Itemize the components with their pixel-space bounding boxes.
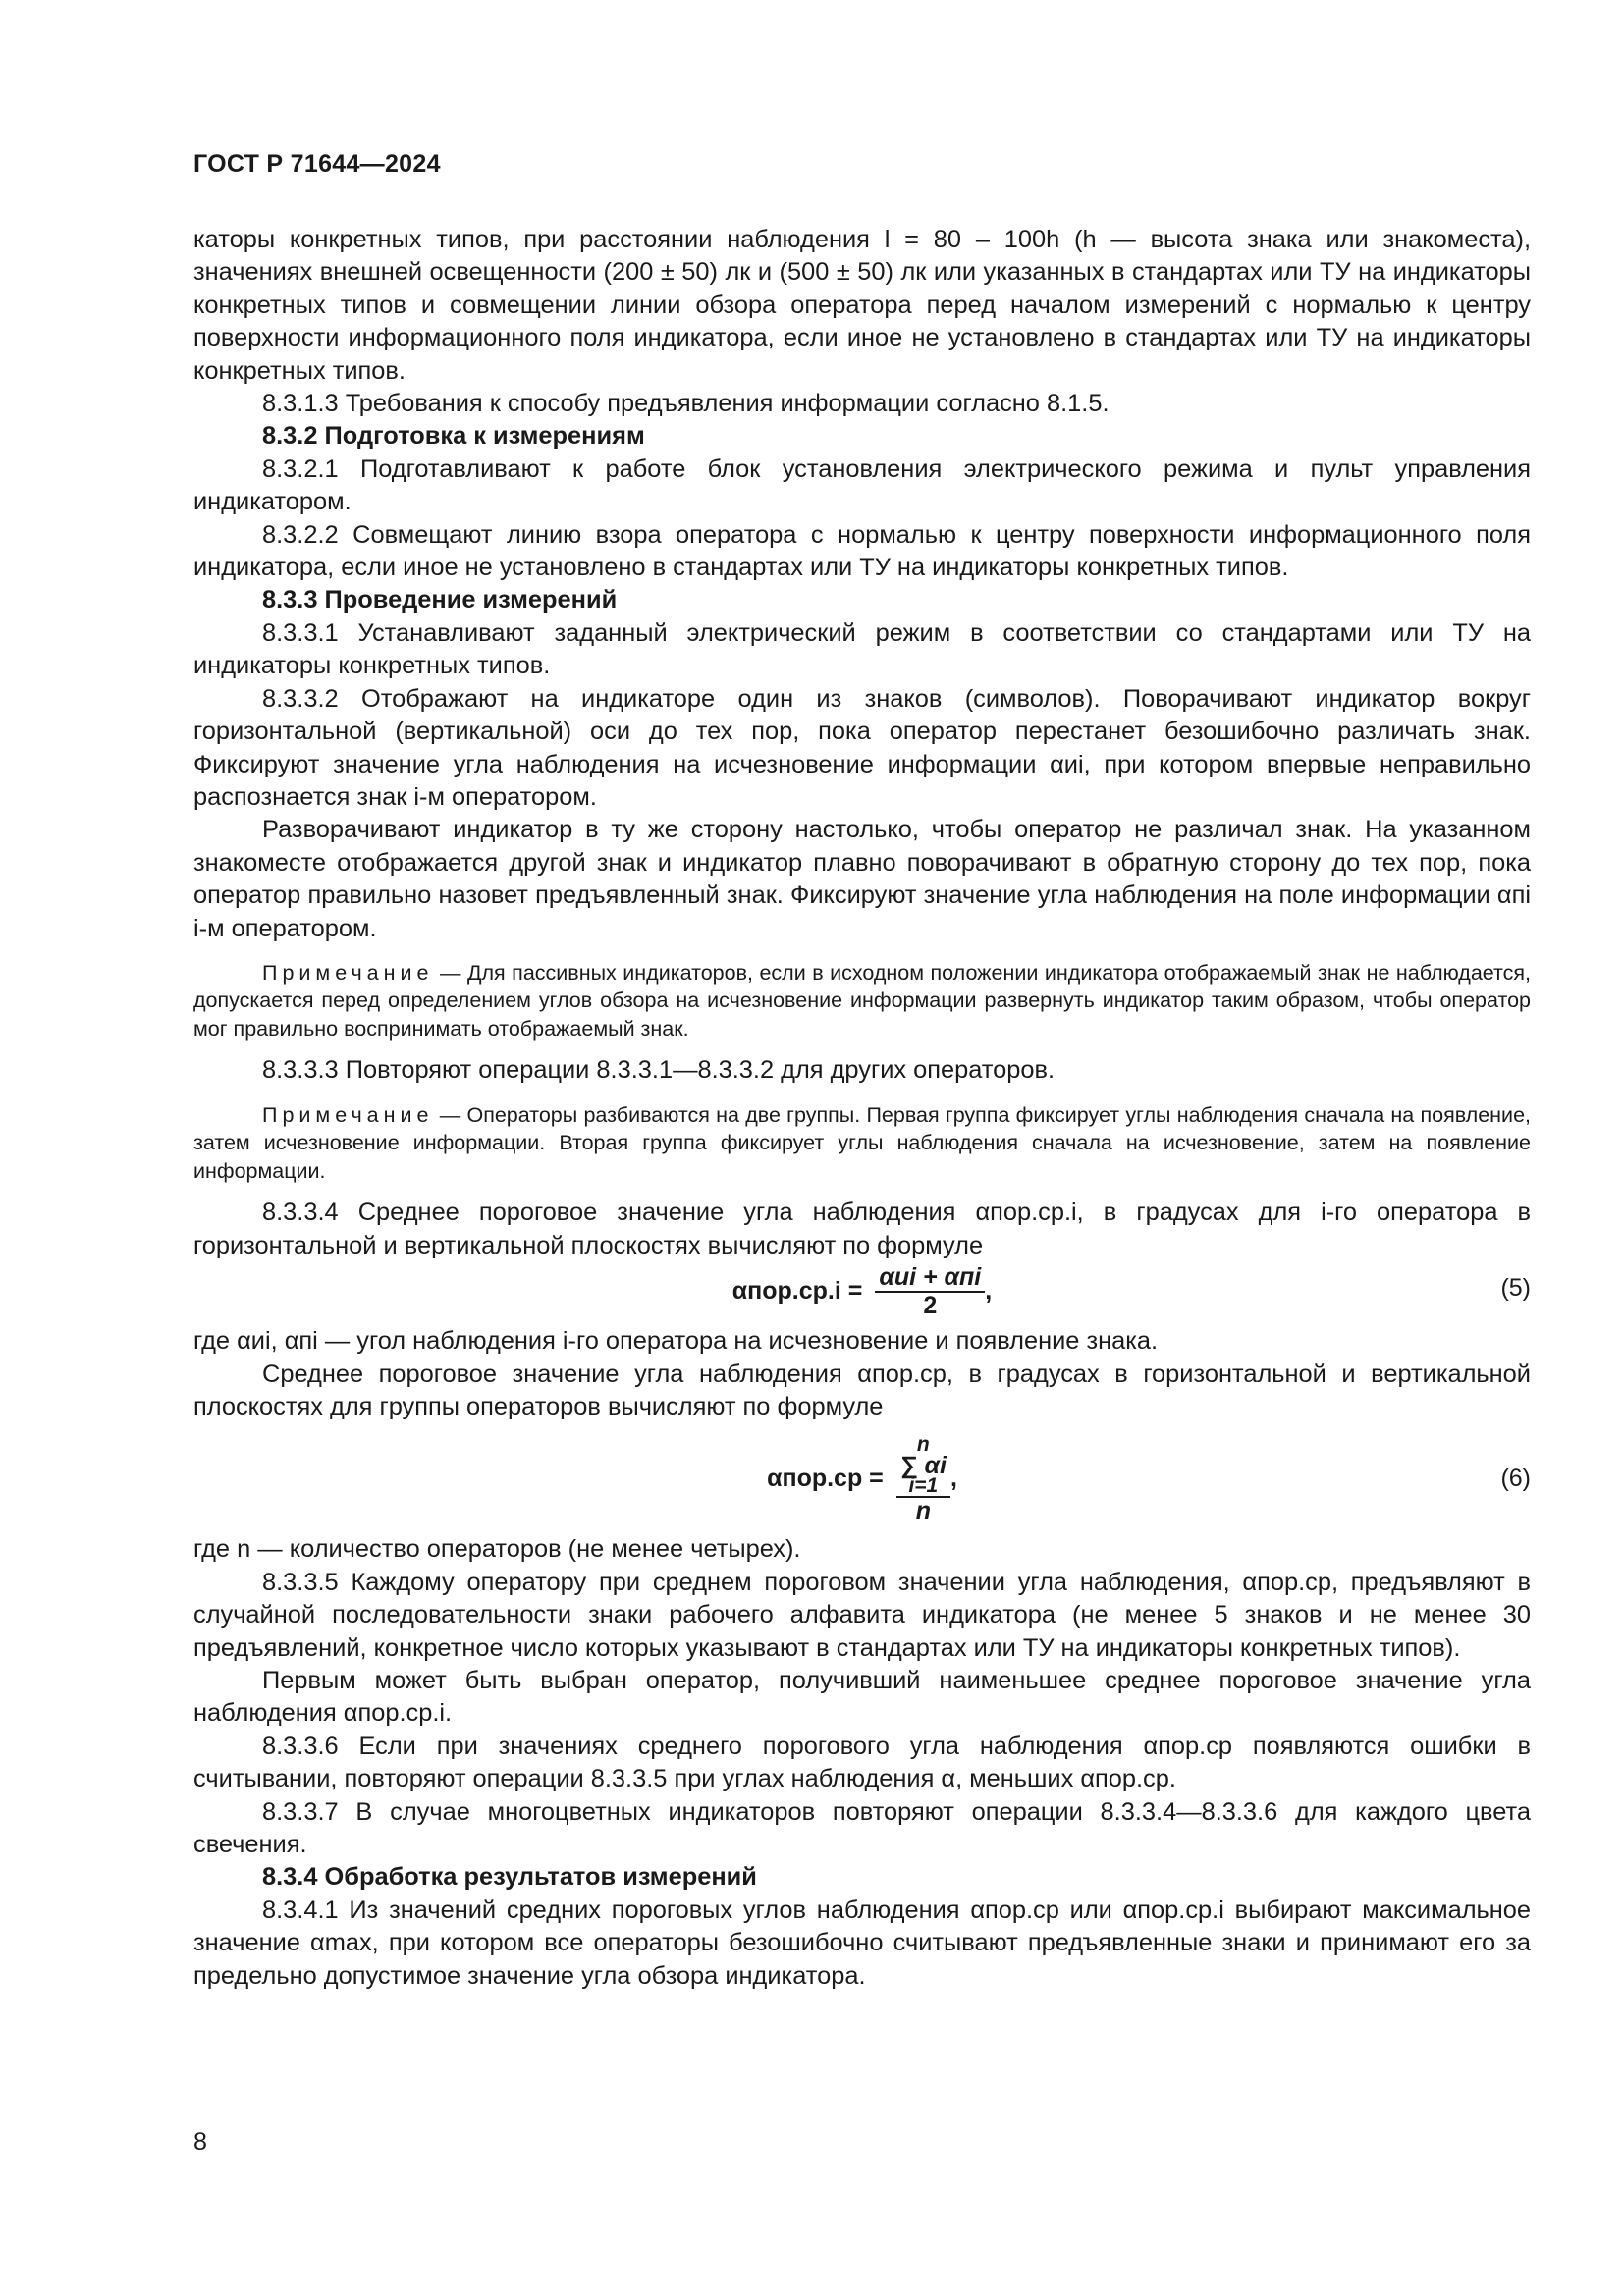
formula-5-number: (5) [1500, 1274, 1531, 1303]
note-text: — Для пассивных индикаторов, если в исходном положении индикатора отображаемый знак не наблюдается, допускается перед определением углов обзора на исчезновение информации развернуть индикатор таким образом, чтобы оператор мог правильно воспринимать отображаемый знак. [193, 960, 1531, 1041]
formula-6-sum-bottom: i=1 [908, 1474, 939, 1498]
formula-5-denominator: 2 [923, 1292, 938, 1320]
paragraph-continuation: каторы конкретных типов, при расстоянии наблюдения l = 80 – 100h (h — высота знака или знакоместа), значениях внешней освещенности (200 ± 50) лк и (500 ± 50) лк или указанных в стандартах или ТУ на индикаторы конкретных типов и совмещении линии обзора оператора перед началом измерений с нормалью к центру поверхности информационного поля индикатора, если иное не установлено в стандартах или ТУ на индикаторы конкретных типов. [193, 226, 1531, 385]
formula-6-number: (6) [1500, 1465, 1531, 1493]
formula-5 [193, 1262, 1531, 1325]
clause-group-average: Среднее пороговое значение угла наблюдения αпор.ср, в градусах в горизонтальной и вертикальной плоскостях для группы операторов вычисляют по формуле [193, 1360, 1531, 1420]
formula-5-lhs: αпор.ср.i = [731, 1276, 863, 1305]
clause-8-3-3-2-continued: Разворачивают индикатор в ту же сторону настолько, чтобы оператор не различал знак. На указанном знакоместе отображается другой знак и индикатор плавно поворачивают в обратную сторону до тех пор, пока оператор правильно назовет предъявленный знак. Фиксируют значение угла наблюдения на поле информации αпi i-м оператором. [193, 816, 1531, 942]
formula-6-fraction [896, 1435, 950, 1524]
document-code-header: ГОСТ Р 71644—2024 [193, 150, 441, 178]
formula-6-where: где n — количество операторов (не менее четырех). [193, 1535, 801, 1564]
document-body [193, 224, 1531, 1993]
page-number: 8 [193, 2128, 207, 2156]
clause-8-3-2-1: 8.3.2.1 Подготавливают к работе блок установления электрического режима и пульт управления индикатором. [193, 454, 1531, 516]
note-2 [193, 1101, 1531, 1186]
formula-5-tail: , [985, 1276, 993, 1305]
clause-8-3-3-5-continued: Первым может быть выбран оператор, получивший наименьшее среднее пороговое значение угла наблюдения αпор.ср.i. [193, 1667, 1531, 1728]
clause-8-3-2-2: 8.3.2.2 Совмещают линию взора оператора с нормалью к центру поверхности информационного поля индикатора, если иное не установлено в стандартах или ТУ на индикаторы конкретных типов. [193, 520, 1531, 582]
formula-6-tail: , [949, 1465, 957, 1493]
note-1 [193, 959, 1531, 1043]
formula-6-sum-body: ∑ αi [899, 1452, 947, 1480]
clause-8-3-3-6: 8.3.3.6 Если при значениях среднего порогового угла наблюдения αпор.ср появляются ошибки в считывании, повторяют операции 8.3.3.5 при углах наблюдения α, меньших αпор.ср. [193, 1732, 1531, 1793]
formula-6-numerator [896, 1435, 950, 1498]
note-text: — Операторы разбиваются на две группы. Первая группа фиксирует углы наблюдения сначала на появление, затем исчезновение информации. Вторая группа фиксирует углы наблюдения сначала на исчезновение, затем на появление информации. [193, 1102, 1531, 1183]
section-heading-8-3-4: 8.3.4 Обработка результатов измерений [262, 1863, 757, 1892]
formula-6-sum-top: n [916, 1433, 930, 1457]
clause-8-3-3-3: 8.3.3.3 Повторяют операции 8.3.3.1—8.3.3.2 для других операторов. [262, 1056, 1056, 1085]
section-heading-8-3-2: 8.3.2 Подготовка к измерениям [262, 422, 645, 451]
clause-8-3-3-2: 8.3.3.2 Отображают на индикаторе один из знаков (символов). Поворачивают индикатор вокруг горизонтальной (вертикальной) оси до тех пор, пока оператор перестанет безошибочно различать знак. Фиксируют значение угла наблюдения на исчезновение информации αиi, при котором впервые неправильно распознается знак i-м оператором. [193, 684, 1531, 811]
formula-5-numerator: αиi + αпi [875, 1264, 985, 1293]
clause-8-3-3-5: 8.3.3.5 Каждому оператору при среднем пороговом значении угла наблюдения, αпор.ср, предъявляют в случайной последовательности знаки рабочего алфавита индикатора (не менее 5 знаков и не менее 30 предъявлений, конкретное число которых указывают в стандартах или ТУ на индикаторы конкретных типов). [193, 1568, 1531, 1662]
section-heading-8-3-3: 8.3.3 Проведение измерений [262, 586, 618, 614]
clause-8-3-3-7: 8.3.3.7 В случае многоцветных индикаторов повторяют операции 8.3.3.4—8.3.3.6 для каждого цвета свечения. [193, 1797, 1531, 1859]
clause-8-3-3-4: 8.3.3.4 Среднее пороговое значение угла наблюдения αпор.ср.i, в градусах для i-го оператора в горизонтальной и вертикальной плоскостях вычисляют по формуле [193, 1199, 1531, 1259]
clause-8-3-4-1: 8.3.4.1 Из значений средних пороговых углов наблюдения αпор.ср или αпор.ср.i выбирают максимальное значение αmax, при котором все операторы безошибочно считывают предъявленные знаки и принимают его за предельно допустимое значение угла обзора индикатора. [193, 1896, 1531, 1990]
note-label: Примечание [262, 960, 434, 985]
clause-8-3-1-3: 8.3.1.3 Требования к способу предъявления информации согласно 8.1.5. [262, 390, 1110, 418]
clause-8-3-3-1: 8.3.3.1 Устанавливают заданный электрический режим в соответствии со стандартами или ТУ на индикаторы конкретных типов. [193, 618, 1531, 680]
formula-5-fraction [875, 1264, 985, 1319]
formula-5-where: где αиi, αпi — угол наблюдения i-го оператора на исчезновение и появление знака. [193, 1327, 1159, 1356]
note-label: Примечание [262, 1102, 434, 1127]
formula-6-denominator: n [915, 1497, 931, 1525]
formula-6 [193, 1423, 1531, 1533]
formula-6-lhs: αпор.ср = [767, 1465, 884, 1493]
